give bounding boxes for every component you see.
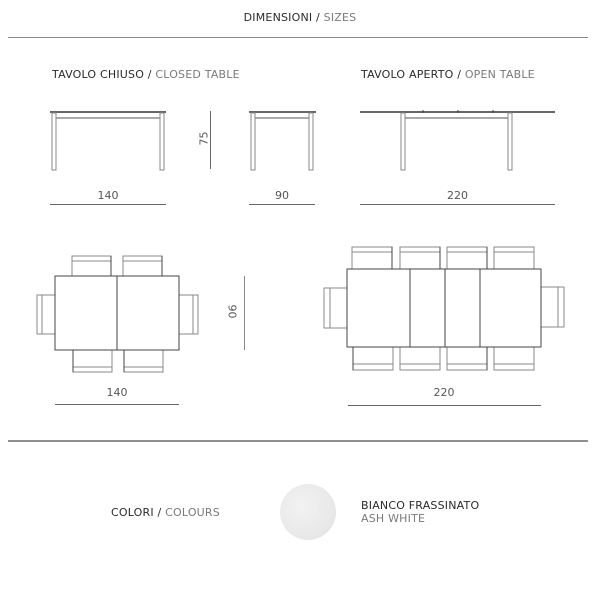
chair-icon (447, 247, 487, 269)
finish-name-en: ASH WHITE (361, 512, 426, 525)
open-front-width-label: 220 (447, 189, 468, 202)
colours-title: COLORI / COLOURS (111, 506, 220, 519)
closed-table-title: TAVOLO CHIUSO / CLOSED TABLE (52, 68, 240, 81)
chair-icon (352, 247, 392, 269)
chair-icon (324, 288, 347, 328)
chair-icon (494, 247, 534, 269)
title-sub: SIZES (323, 11, 357, 24)
height-label: 75 (197, 131, 211, 146)
chair-icon (353, 347, 393, 370)
closed-front-width-label: 140 (97, 189, 119, 202)
title-main: DIMENSIONI (243, 11, 313, 24)
open-table-title: TAVOLO APERTO / OPEN TABLE (361, 68, 535, 81)
chair-icon (494, 347, 534, 370)
chair-icon (400, 347, 440, 370)
closed-plan-width-label: 140 (106, 386, 128, 399)
closed-side-depth-label: 90 (275, 189, 289, 202)
chair-icon (541, 287, 564, 327)
colour-swatch-ash-white[interactable] (280, 484, 336, 540)
section-divider (8, 440, 588, 442)
chair-icon (447, 347, 487, 370)
chair-icon (400, 247, 440, 269)
open-plan-width-line (348, 405, 541, 406)
title-separator: / (312, 11, 324, 24)
finish-name-it: BIANCO FRASSINATO (361, 499, 480, 512)
plan-depth-label: 90 (225, 304, 239, 319)
open-plan-width-label: 220 (433, 386, 455, 399)
